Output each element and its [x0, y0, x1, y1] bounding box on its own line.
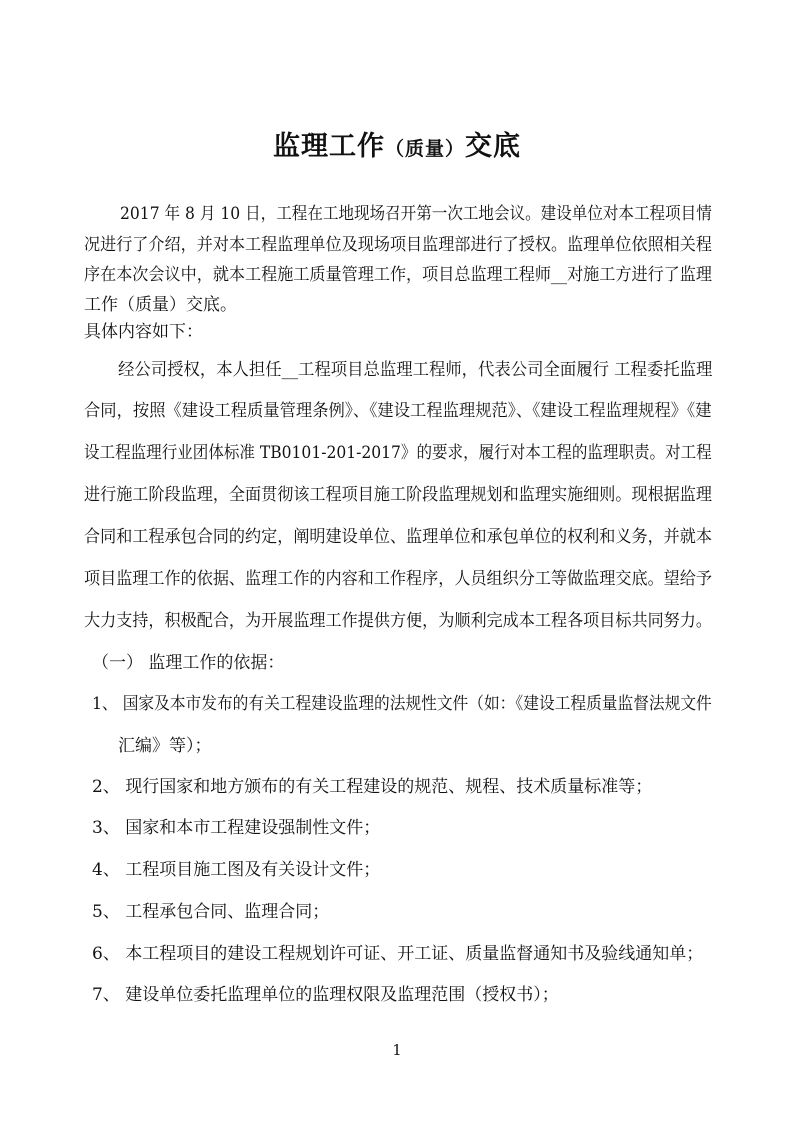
list-item: 7、 建设单位委托监理单位的监理权限及监理范围（授权书）； [92, 985, 559, 1005]
list-item-continuation: 汇编》等）； [118, 736, 212, 756]
section-heading: （一） 监理工作的依据： [92, 653, 285, 673]
body-line: 大力支持，积极配合，为开展监理工作提供方便，为顺利完成本工程各项目标共同努力。 [84, 611, 712, 631]
intro-line: 序在本次会议中，就本工程施工质量管理工作，项目总监理工程师__对施工方进行了监理 [84, 265, 712, 285]
body-line: 经公司授权，本人担任__工程项目总监理工程师，代表公司全面履行 工程委托监理 [118, 360, 713, 380]
body-line: 设工程监理行业团体标准 TB0101-201-2017》的要求，履行对本工程的监理职责。对工程 [84, 443, 712, 463]
body-line: 进行施工阶段监理，全面贯彻该工程项目施工阶段监理规划和监理实施细则。现根据监理 [84, 485, 712, 505]
list-item: 4、 工程项目施工图及有关设计文件； [92, 860, 381, 880]
title-tail: 交底 [465, 131, 521, 162]
list-item: 2、 现行国家和地方颁布的有关工程建设的规范、规程、技术质量标准等； [92, 777, 653, 797]
body-line: 合同和工程承包合同的约定，阐明建设单位、监理单位和承包单位的权利和义务，并就本 [84, 527, 712, 547]
intro-line: 况进行了介绍，并对本工程监理单位及现场项目监理部进行了授权。监理单位依照相关程 [84, 235, 712, 255]
intro-line: 具体内容如下： [84, 322, 203, 342]
body-line: 项目监理工作的依据、监理工作的内容和工作程序，人员组织分工等做监理交底。望给予 [84, 569, 712, 589]
list-item: 5、 工程承包合同、监理合同； [92, 902, 330, 922]
list-item: 6、 本工程项目的建设工程规划许可证、开工证、质量监督通知书及验线通知单； [92, 944, 704, 964]
title-paren: （质量） [384, 138, 465, 160]
intro-line: 2017 年 8 月 10 日，工程在工地现场召开第一次工地会议。建设单位对本工程项目情 [120, 204, 712, 224]
document-title [0, 124, 794, 163]
intro-line: 工作（质量）交底。 [84, 295, 237, 315]
title-main: 监理工作 [272, 131, 385, 162]
list-item: 1、 国家及本市发布的有关工程建设监理的法规性文件（如：《建设工程质量监督法规文件 [92, 694, 712, 714]
body-line: 合同，按照《建设工程质量管理条例》、《建设工程监理规范》、《建设工程监理规程》《建 [84, 401, 712, 421]
page-number: 1 [392, 1041, 402, 1059]
list-item: 3、 国家和本市工程建设强制性文件； [92, 818, 381, 838]
